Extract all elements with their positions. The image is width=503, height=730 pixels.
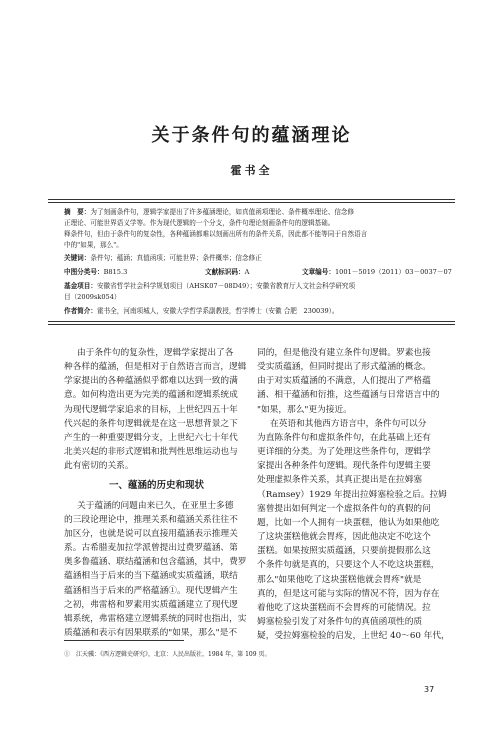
right-line: 由于对实质蕴涵的不满意，人们提出了严格蕴 [257,376,431,387]
left-line: 种各样的蕴涵，但是相对于自然语言而言，逻辑 [64,362,247,373]
section-heading: 一、蕴涵的历史和现状 [108,480,204,492]
abstract-line-2: 正理论、可能世界语义学等。作为现代逻辑的一个分支，条件句理论刻画条件句的逻辑基础。 [64,219,335,227]
right-line: 题，比如一个人拥有一块蛋糕，他认为如果他吃 [257,517,440,528]
divider-top-inner [48,202,455,203]
left-line: 为现代逻辑学家追求的目标，上世纪四五十年 [64,404,238,415]
right-line: 家提出各种条件句逻辑。现代条件句逻辑主要 [257,461,431,472]
left-line: 由于条件句的复杂性，逻辑学家提出了各 [77,348,234,358]
left-line: 辑系统，弗雷格建立逻辑系统的同时也指出，实 [64,613,247,624]
right-line: 更详细的分类。为了处理这些条件句，逻辑学 [257,447,431,458]
left-line: 加区分，也就是说可以直接用蕴涵表示推理关 [64,528,238,539]
author-info: 作者简介：霍书全，河南项城人，安徽大学哲学系副教授，哲学博士（安徽 合肥 230039）。 [64,307,339,315]
divider-top [48,199,455,200]
right-line: 在英语和其他西方语言中，条件句可以分 [270,418,427,429]
left-line: 之初，弗雷格和罗素用实质蕴涵建立了现代逻 [64,599,238,610]
fund-label: 基金项目： [64,282,97,290]
right-line: 蛋糕。如果按照实质蕴涵，只要前提假那么这 [257,546,431,557]
left-line: 质蕴涵和表示有因果联系的"如果，那么"是不 [64,627,238,638]
fund-line-2: 目（2009sk054） [64,293,121,301]
left-line: 北美兴起的非形式逻辑和批判性思维运动也与 [64,447,238,458]
left-line: 蕴涵相当于后来的当下蕴涵或实质蕴涵，联结 [64,571,238,582]
left-line: 产生的一种重要逻辑分支，上世纪六七十年代 [64,432,238,443]
right-line: 同的，但是他没有建立条件句逻辑。罗素也接 [257,348,431,358]
divider-bottom [48,321,455,322]
keywords-label: 关键词： [64,254,91,262]
abstract-line-1: 摘 要：为了刻画条件句，逻辑学家提出了许多蕴涵理论，如真值函项理论、条件概率理论、信念修 [64,208,355,216]
right-line: （Ramsey）1929 年提出拉姆塞检验之后。拉姆 [257,489,447,500]
right-line: 个条件句就是真的，只要这个人不吃这块蛋糕， [257,560,440,571]
right-line: 为直陈条件句和虚拟条件句，在此基础上还有 [257,432,431,443]
left-column [64,346,249,640]
footnote-rule [64,640,184,641]
paper-title: 关于条件句的蕴涵理论 [151,125,352,146]
left-line: 蕴涵相当于后来的严格蕴涵①。现代逻辑产生 [64,585,238,596]
left-line: 奥多鲁蕴涵、联结蕴涵和包含蕴涵，其中，费罗 [64,557,247,568]
divider-bottom-inner [48,324,455,325]
right-column [257,346,450,643]
right-line: 涵、相干蕴涵和衍推，这些蕴涵与日常语言中的 [257,390,440,401]
right-line: 那么"如果他吃了这块蛋糕他就会胃疼"就是 [257,574,422,585]
left-line: 系。古希腊麦加拉学派曾提出过费罗蕴涵、第 [64,543,238,554]
document-code: 文献标识码：A [205,268,250,276]
footnote: ① 江天骥：《西方逻辑史研究》，北京：人民出版社，1984 年，第 109 页。 [64,651,271,658]
right-line: 了这块蛋糕他就会胃疼，因此他决定不吃这个 [257,532,431,543]
right-line: 姆塞检验引发了对条件句的真值函项性的质 [257,616,423,627]
left-line: 学家提出的各种蕴涵似乎都难以达到一致的满 [64,376,238,387]
author-info-label: 作者简介： [64,307,97,315]
clc-number: 中图分类号：B815.3 [64,268,128,276]
page-number: 37 [424,685,435,694]
right-line: 着他吃了这块蛋糕而不会胃疼的可能情况。拉 [257,602,431,613]
keywords [64,253,442,264]
keywords-text: 条件句；蕴涵；真值函项；可能世界；条件概率；信念修正 [90,254,262,262]
right-line: 真的，但是这可能与实际的情况不符，因为存在 [257,588,440,599]
right-line: 处理虚拟条件关系，其真正提出是在拉姆塞 [257,475,423,486]
left-line: 代兴起的条件句逻辑就是在这一思想背景之下 [64,418,238,429]
right-line: 塞曾提出如何判定一个虚拟条件句的真假的问 [257,503,431,514]
left-line: 的三段论理论中，推理关系和蕴涵关系往往不 [64,514,238,525]
right-line: 受实质蕴涵，但同时提出了形式蕴涵的概念。 [257,362,431,373]
fund-line-1: 基金项目：安徽省哲学社会科学规划项目（AHSK07－08D49）；安徽省教育厅人文社会科学研究项 [64,282,356,290]
article-number: 文章编号：1001－5019（2011）03－0037－07 [302,268,452,276]
left-line: 关于蕴涵的问题由来已久，在亚里士多德 [77,500,234,511]
abstract-line-3: 释条件句，但由于条件句的复杂性，各种蕴涵都难以刻画出所有的条件关系，因此都不能等同于自然语言 [64,230,368,238]
left-line: 此有密切的关系。 [64,461,134,472]
right-line: "如果，那么"更为接近。 [257,404,352,415]
right-line: 疑，受拉姆塞检验的启发，上世纪 40～60 年代， [257,631,450,642]
paper-author: 霍书全 [230,164,273,177]
left-line: 意。如何构造出更为完美的蕴涵和逻辑系统成 [64,390,238,401]
abstract-label: 摘 要： [64,208,91,216]
abstract-line-4: 中的"如果，那么"。 [64,241,123,249]
